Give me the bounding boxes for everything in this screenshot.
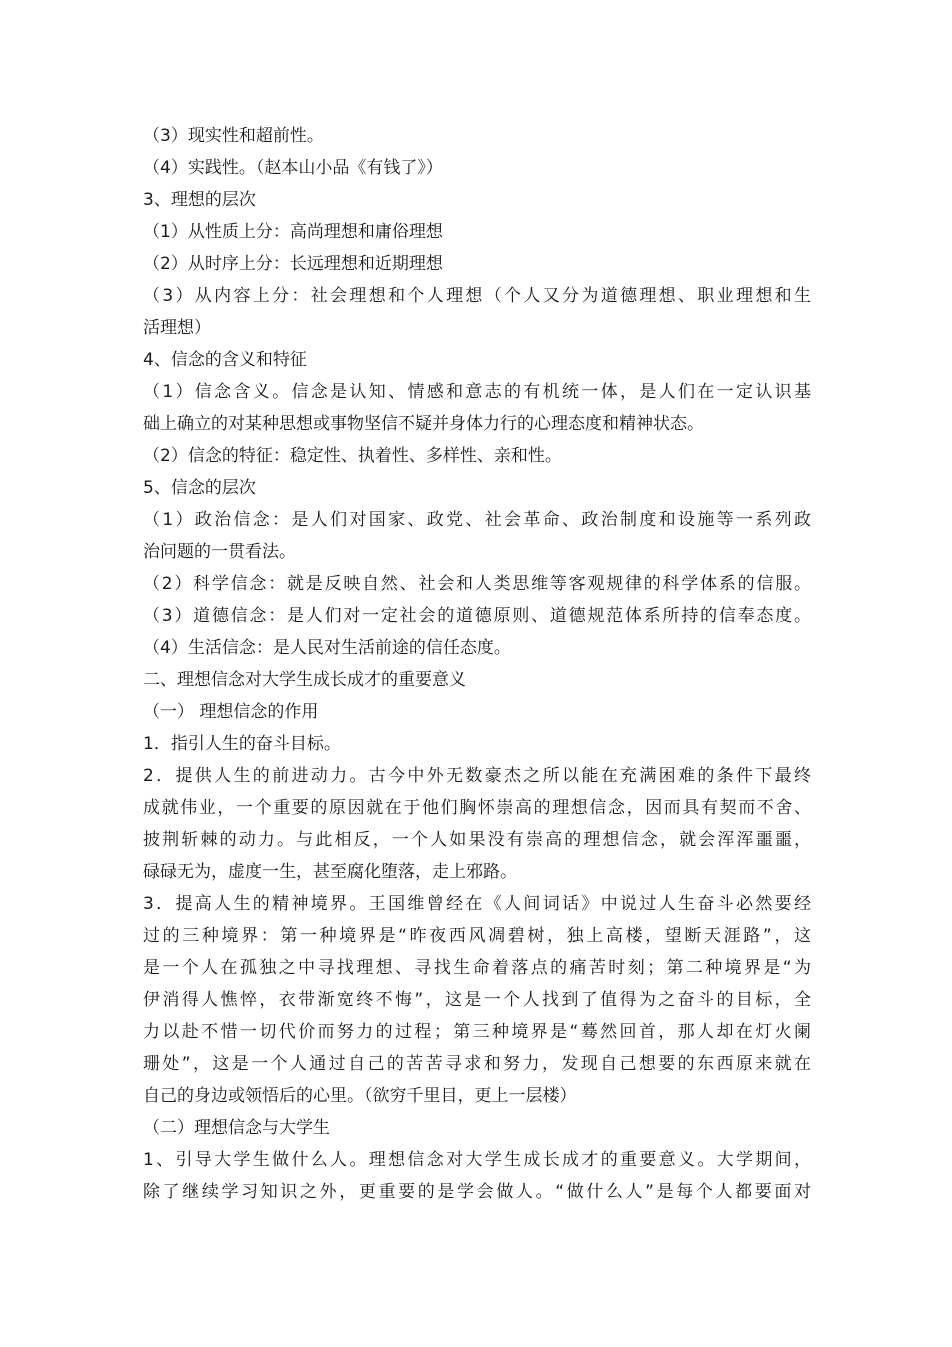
- text-line: 活理想）: [143, 318, 211, 338]
- text-line: 1．指引人生的奋斗目标。: [143, 734, 341, 754]
- text-line: 2．提供人生的前进动力。古今中外无数豪杰之所以能在充满困难的条件下最终: [143, 766, 811, 786]
- text-line: （2）科学信念：就是反映自然、社会和人类思维等客观规律的科学体系的信服。: [143, 574, 811, 594]
- text-line: 披荆斩棘的动力。与此相反，一个人如果没有崇高的理想信念，就会浑浑噩噩，: [143, 830, 811, 850]
- text-line: （1）从性质上分：高尚理想和庸俗理想: [143, 222, 443, 242]
- text-line: （3）现实性和超前性。: [143, 126, 324, 146]
- text-line: 过的三种境界：第一种境界是“昨夜西风凋碧树，独上高楼，望断天涯路”，这: [143, 926, 811, 946]
- text-line: 5、信念的层次: [143, 478, 256, 498]
- text-line: 4、信念的含义和特征: [143, 350, 307, 370]
- text-line: （3）道德信念：是人们对一定社会的道德原则、道德规范体系所持的信奉态度。: [143, 606, 811, 626]
- text-line: （1）政治信念：是人们对国家、政党、社会革命、政治制度和设施等一系列政: [143, 510, 811, 530]
- text-line: 碌碌无为，虚度一生，甚至腐化堕落，走上邪路。: [143, 862, 517, 882]
- text-line: （4）实践性。（赵本山小品《有钱了》）: [143, 158, 443, 178]
- text-line: 治问题的一贯看法。: [143, 542, 296, 562]
- text-line: （1）信念含义。信念是认知、情感和意志的有机统一体，是人们在一定认识基: [143, 382, 811, 402]
- text-line: 珊处”，这是一个人通过自己的苦苦寻求和努力，发现自己想要的东西原来就在: [143, 1054, 811, 1074]
- text-line: （一） 理想信念的作用: [143, 702, 319, 722]
- text-line: 力以赴不惜一切代价而努力的过程；第三种境界是“蓦然回首，那人却在灯火阑: [143, 1022, 811, 1042]
- text-line: 伊消得人憔悴，衣带渐宽终不悔”，这是一个人找到了值得为之奋斗的目标，全: [143, 990, 811, 1010]
- text-line: 除了继续学习知识之外，更重要的是学会做人。“做什么人”是每个人都要面对: [143, 1182, 811, 1202]
- text-line: 1、引导大学生做什么人。理想信念对大学生成长成才的重要意义。大学期间，: [143, 1150, 811, 1170]
- text-line: （2）信念的特征：稳定性、执着性、多样性、亲和性。: [143, 446, 562, 466]
- text-line: 3．提高人生的精神境界。王国维曾经在《人间词话》中说过人生奋斗必然要经: [143, 894, 811, 914]
- text-line: （3）从内容上分：社会理想和个人理想（个人又分为道德理想、职业理想和生: [143, 286, 811, 306]
- document-page: [143, 120, 811, 1208]
- text-line: （2）从时序上分：长远理想和近期理想: [143, 254, 443, 274]
- text-line: 3、理想的层次: [143, 190, 256, 210]
- text-line: 自己的身边或领悟后的心里。（欲穷千里目，更上一层楼）: [143, 1086, 577, 1106]
- text-line: 二、理想信念对大学生成长成才的重要意义: [143, 670, 466, 690]
- text-line: 成就伟业，一个重要的原因就在于他们胸怀崇高的理想信念，因而具有契而不舍、: [143, 798, 811, 818]
- text-line: （4）生活信念：是人民对生活前途的信任态度。: [143, 638, 511, 658]
- text-line: 是一个人在孤独之中寻找理想、寻找生命着落点的痛苦时刻；第二种境界是“为: [143, 958, 811, 978]
- text-line: （二）理想信念与大学生: [143, 1118, 330, 1138]
- text-line: 础上确立的对某种思想或事物坚信不疑并身体力行的心理态度和精神状态。: [143, 414, 704, 434]
